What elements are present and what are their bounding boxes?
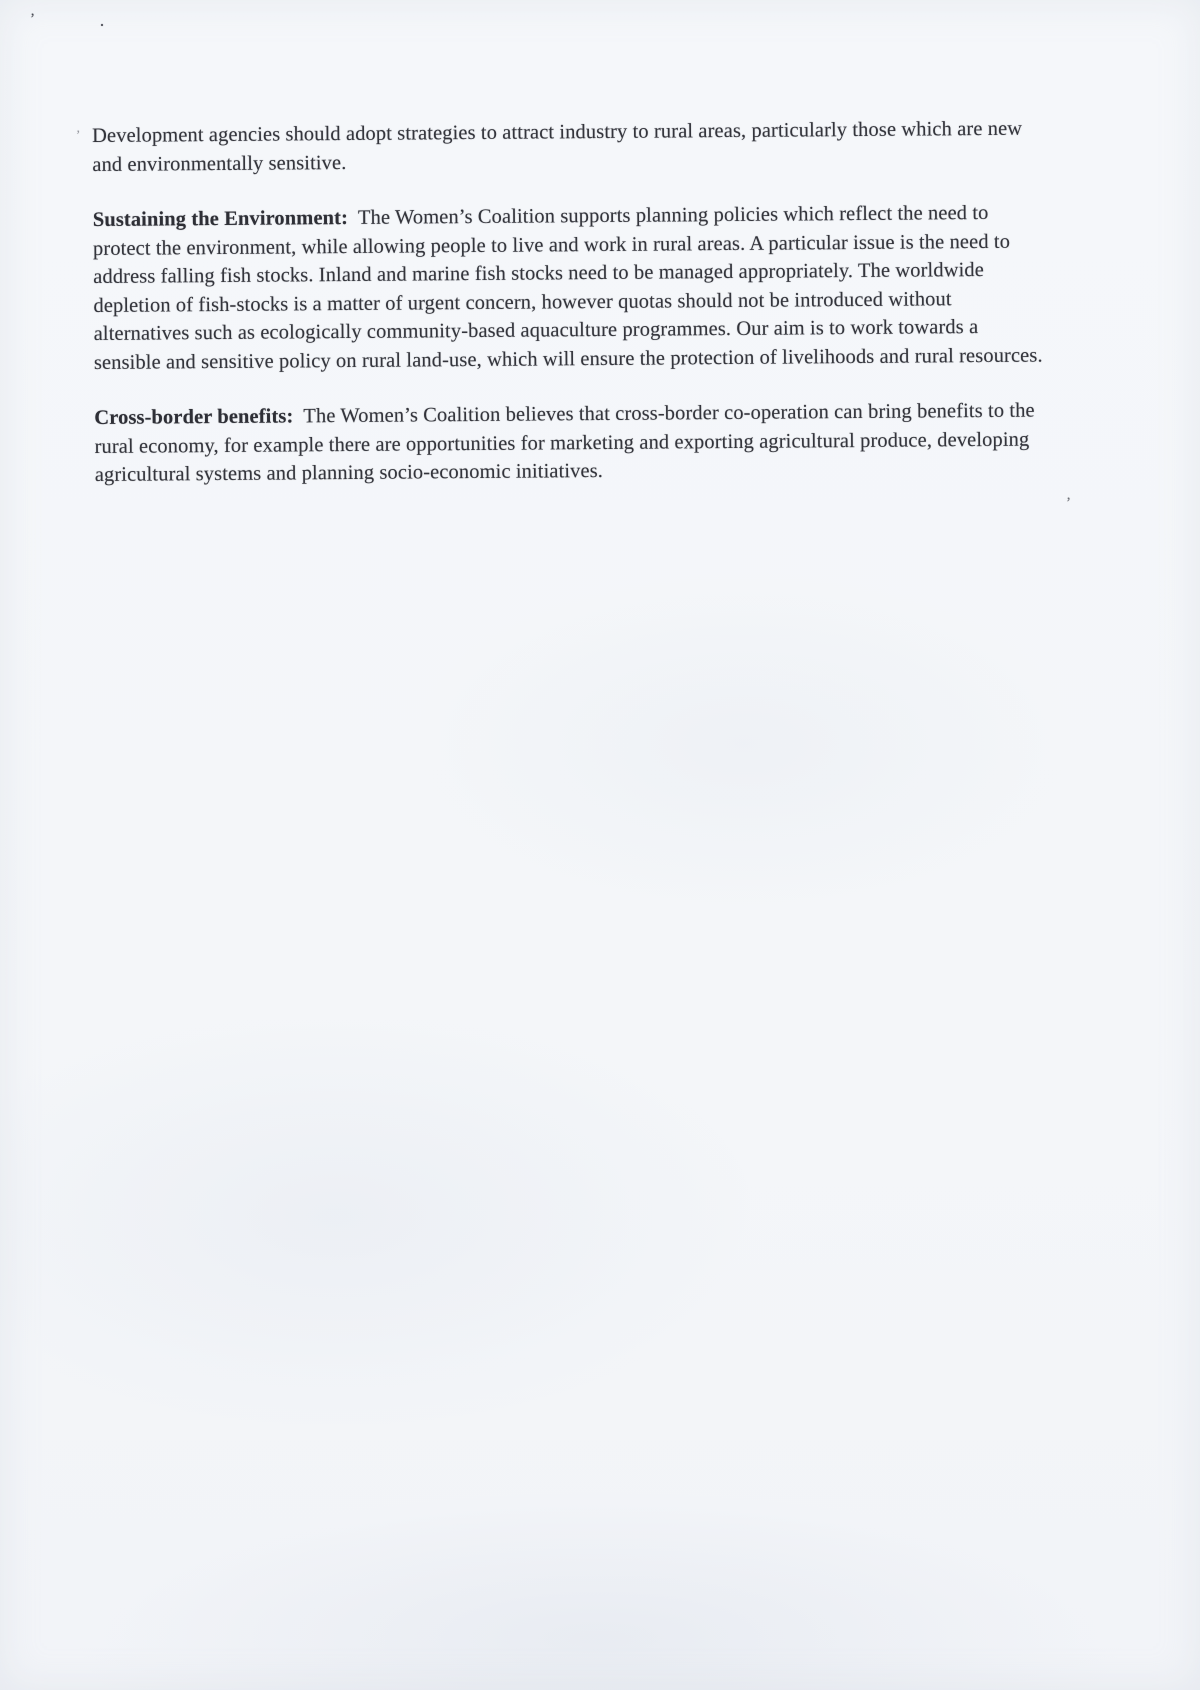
scan-speck-right-margin: ’ — [1066, 495, 1071, 511]
scan-speck-top-left: ’ — [30, 11, 35, 27]
paragraph-cross-border-benefits — [94, 397, 1047, 490]
scan-speck-dot: · — [99, 15, 105, 35]
paragraph-heading: Cross-border benefits: — [94, 405, 294, 429]
paragraph-body-text: The Women’s Coalition believes that cross-border co-operation can bring benefits to the rural economy, for example there are opportunities for marketing and exporting agricultural produce, developing agricultural systems and planning socio-economic initiatives. — [94, 399, 1035, 486]
scan-tick-paragraph-margin: ’ — [76, 127, 81, 142]
document-text-block — [92, 115, 1047, 517]
paragraph-heading: Sustaining the Environment: — [92, 206, 349, 231]
paragraph-body-text: Development agencies should adopt strategies to attract industry to rural areas, particularly those which are new and environmentally sensitive. — [92, 117, 1023, 176]
paragraph-development-agencies — [92, 115, 1044, 179]
paragraph-body-text: The Women’s Coalition supports planning policies which reflect the need to protect the environment, while allowing people to live and work in rural areas. A particular issue is the need to address falling fish stocks. Inland and marine fish stocks need to be managed appropriately. The worldwide depletion of fish-stocks is a matter of urgent concern, however quotas should not be introduced without alternatives such as ecologically community-based aquaculture programmes. Our aim is to work towards a sensible and sensitive policy on rural land-use, which will ensure the protection of livelihoods and rural resources. — [92, 201, 1043, 374]
paragraph-sustaining-environment — [93, 199, 1046, 377]
